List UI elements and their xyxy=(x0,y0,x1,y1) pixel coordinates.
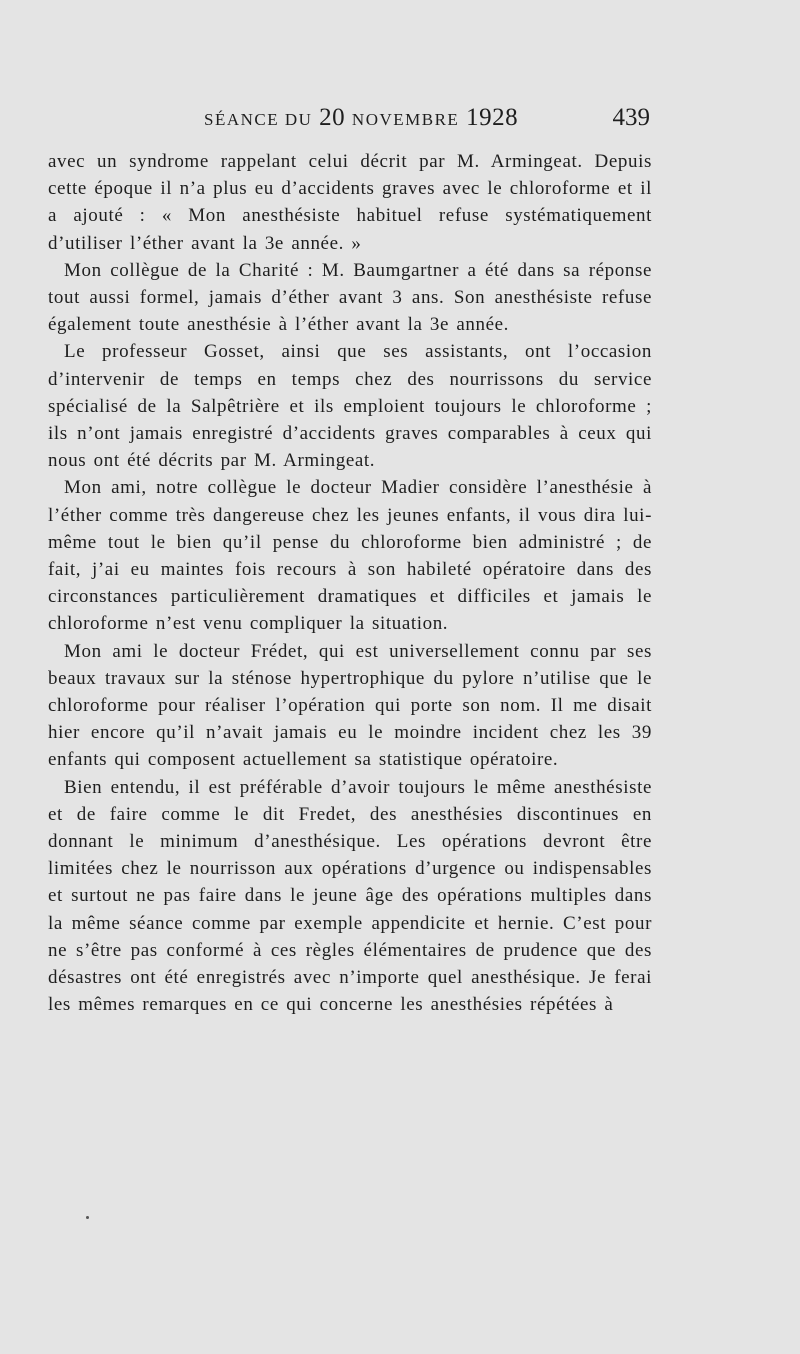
body-text xyxy=(48,148,652,1019)
paragraph-4: Mon ami, notre collègue le docteur Madier considère l’anesthésie à l’éther comme très dangereuse chez les jeunes enfants, il vous dira lui-même tout le bien qu’il pense du chloroforme bien administré ; de fait, j’ai eu maintes fois recours à son habileté opératoire dans des circonstances particulièrement dramatiques et difficiles et jamais le chloroforme n’est venu compliquer la situation. xyxy=(48,477,652,635)
running-head-day: 20 xyxy=(319,104,346,131)
running-head-year: 1928 xyxy=(466,104,519,131)
paragraph-2: Mon collègue de la Charité : M. Baumgartner a été dans sa réponse tout aussi formel, jamais d’éther avant 3 ans. Son anesthésiste refuse également toute anesthésie à l’éther avant la 3e année. xyxy=(48,259,652,336)
running-head-month: NOVEMBRE xyxy=(351,110,460,129)
running-head xyxy=(204,104,518,132)
page-header xyxy=(48,104,652,134)
paragraph-6: Bien entendu, il est préférable d’avoir toujours le même anesthésiste et de faire comme le dit Fredet, des anesthésies discontinues en donnant le minimum d’anesthésique. Les opérations devront être limitées chez le nourrisson aux opérations d’urgence ou indispensables et surtout ne pas faire dans le jeune âge des opérations multiples dans la même séance comme par exemple appendicite et hernie. C’est pour ne s’être pas conformé à ces règles élémentaires de prudence que des désastres ont été enregistrés avec n’importe quel anesthésique. Je ferai les mêmes remarques en ce qui concerne les anesthésies répétées à xyxy=(48,776,652,1016)
paragraph-5: Mon ami le docteur Frédet, qui est universellement connu par ses beaux travaux sur la sténose hypertrophique du pylore n’utilise que le chloroforme pour réaliser l’opération qui porte son nom. Il me disait hier encore qu’il n’avait jamais eu le moindre incident chez les 39 enfants qui composent actuellement sa statistique opératoire. xyxy=(48,640,652,771)
paragraph-1: avec un syndrome rappelant celui décrit par M. Armingeat. Depuis cette époque il n’a plus eu d’accidents graves avec le chloroforme et il a ajouté : « Mon anesthésiste habituel refuse systématiquement d’utiliser l’éther avant la 3e année. » xyxy=(48,151,652,254)
paragraph-3: Le professeur Gosset, ainsi que ses assistants, ont l’occasion d’intervenir de temps en temps chez des nourrissons du service spécialisé de la Salpêtrière et ils emploient toujours le chloroforme ; ils n’ont jamais enregistré d’accidents graves comparables à ceux qui nous ont été décrits par M. Armingeat. xyxy=(48,341,652,472)
paper-speck xyxy=(86,1216,89,1219)
running-head-prefix: SÉANCE DU xyxy=(204,110,313,129)
page-number: 439 xyxy=(612,104,650,131)
